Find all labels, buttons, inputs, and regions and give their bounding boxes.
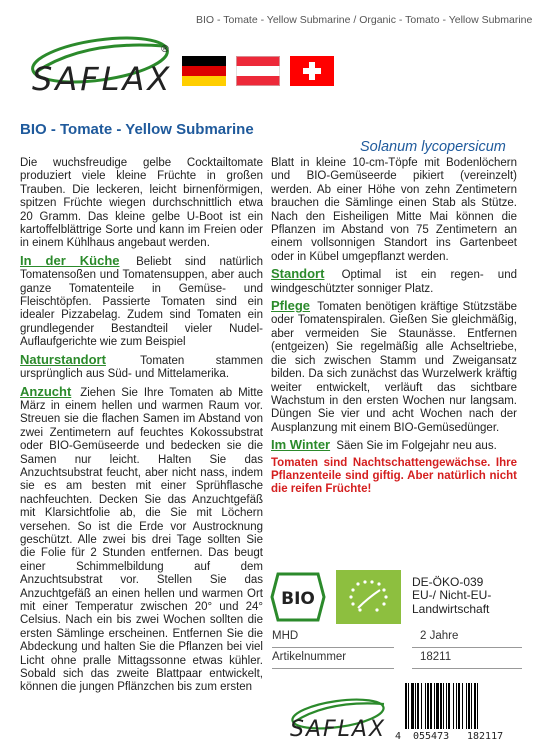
barcode-bar: [468, 683, 470, 729]
intro-paragraph: Die wuchsfreudige gelbe Cocktailtomate produziert viele kleine Früchte in großen Trauben. Die leckeren, leicht birnenförmigen, spitzen Früchte wiegen durchschnittlich etwa 20 Gramm. Das kleine gelbe U-Boot ist ein kartoffelblättrige Sorte und kann im Freien oder in einem Kühlhaus angebaut werden.: [20, 157, 263, 250]
barcode-bar: [458, 683, 460, 729]
barcode-bar: [462, 683, 463, 729]
heading-kueche: In der Küche: [20, 252, 120, 268]
section-anzucht: [20, 385, 263, 695]
barcode-bar: [448, 683, 450, 729]
heading-winter: Im Winter: [271, 437, 331, 453]
latin-name: Solanum lycopersicum: [360, 139, 506, 155]
barcode-bar: [436, 683, 439, 729]
swiss-flag-icon: [290, 56, 334, 86]
text-standort: Optimal ist ein regen- und windgeschützter sonniger Platz.: [271, 269, 517, 295]
bio-seal-text: BIO: [281, 589, 315, 609]
article-rule-2: [412, 668, 522, 669]
article-value: 18211: [420, 651, 452, 663]
barcode-bar: [471, 683, 472, 729]
barcode-bar: [421, 683, 422, 729]
right-column: [271, 157, 517, 500]
cert-code: DE-ÖKO-039: [412, 575, 484, 589]
text-anzucht: Ziehen Sie Ihre Tomaten ab Mitte März in einem hellen und warmen Raum vor. Streuen sie die flachen Samen im Abstand von zwei Zentimetern auf feuchtes Kokossubstrat oder BIO-Gemüseerde und bedecken sie die Samen nur leicht. Halten Sie das Anzuchtsubstrat feucht, aber nicht nass, indem sie es am besten mit einer Sprühflasche nachfeuchten. Decken Sie das Anzuchtgefäß mit Klarsichtfolie ab, die Sie mit Löchern versehen. So ist die Erde vor Austrocknung geschützt. Alle zwei bis drei Tage sollten Sie die Folie für 2 Stunden entfernen. Das beugt einer Schimmelbildung auf dem Anzuchtsubstrat vor. Stellen Sie das Anzuchtgefäß an einen hellen und warmen Ort mit einer Temperatur zwischen 20° und 24° Celsius. Nach ein bis zwei Wochen sollten die ersten Sämlinge erscheinen. Entfernen Sie die Abdeckung und halten Sie die Pflanzen bei viel Licht ohne pralle Mittagssonne etwas kühler. Sobald sich das zweite Blattpaar entwickelt, können die jungen Pflänzchen bis zum ersten: [20, 386, 263, 694]
german-flag-icon: [182, 56, 226, 86]
barcode-bar: [415, 683, 416, 729]
product-title: BIO - Tomate - Yellow Submarine: [20, 121, 254, 138]
text-pflege: Tomaten benötigen kräftige Stützstäbe oder Tomatenspiralen. Gießen Sie gleichmäßig, aber vermeiden Sie Staunässe. Entfernen (entgeizen) Sie regelmäßig alle Achseltriebe, die sich zwischen Stamm und Zweigansatz bilden. Da sich zunächst das Wurzelwerk kräftig weiter entwickelt, verläuft das sichtbare Wachstum in den ersten Wochen nur langsam. Düngen Sie vier und acht Wochen nach der Ausplanzung mit einem BIO-Gemüsedünger.: [271, 301, 517, 434]
text-winter: Säen Sie im Folgejahr neu aus.: [336, 440, 497, 453]
breadcrumb: BIO - Tomate - Yellow Submarine / Organic - Tomato - Yellow Submarine: [196, 14, 533, 26]
section-naturstandort: [20, 353, 263, 382]
barcode-bar: [405, 683, 407, 729]
text-naturstandort: Tomaten stammen ursprünglich aus Süd- und Mittelamerika.: [20, 354, 263, 381]
section-standort: [271, 267, 517, 296]
logo-text: SAFLAX: [32, 60, 173, 98]
barcode-group-1: 055473: [413, 731, 450, 741]
mhd-rule: [272, 647, 394, 648]
cert-origin-2: Landwirtschaft: [412, 601, 490, 616]
mhd-label: MHD: [272, 630, 299, 642]
barcode-bar: [427, 683, 429, 729]
article-rule: [272, 668, 394, 669]
saflax-logo: [14, 24, 174, 106]
barcode-bars: [405, 683, 478, 729]
barcode-bar: [417, 683, 419, 729]
toxicity-warning: Tomaten sind Nachtschattengewächse. Ihre Pflanzenteile sind giftig. Aber natürlich nicht die reifen Früchte!: [271, 456, 517, 496]
barcode-bar: [434, 683, 435, 729]
article-label: Artikelnummer: [272, 651, 347, 663]
barcode-bar: [411, 683, 414, 729]
barcode-group-2: 182117: [467, 731, 504, 741]
barcode: [393, 681, 521, 741]
barcode-bar: [456, 683, 457, 729]
barcode-bar: [453, 683, 454, 729]
barcode-bar: [477, 683, 478, 729]
barcode-bar: [443, 683, 444, 729]
text-kueche: Beliebt sind natürlich Tomatensoßen und Tomatensuppen, aber auch ganze Tomatenteile in Gemüse- und Fleischtöpfen. Passierte Tomaten sind ein idealer Pizzabelag. Zudem sind Tomaten ein grundlegender Bestandteil vieler Nudel-Auflaufgerichte wie zum Beispiel: [20, 255, 263, 349]
heading-standort: Standort: [271, 266, 325, 282]
registered-mark: ®: [160, 44, 170, 55]
heading-naturstandort: Naturstandort: [20, 351, 106, 367]
mhd-rule-2: [412, 647, 522, 648]
barcode-bar: [446, 683, 447, 729]
heading-anzucht: Anzucht: [20, 383, 72, 399]
barcode-bar: [425, 683, 426, 729]
logo-small-text: SAFLAX: [290, 717, 387, 742]
continued-paragraph: Blatt in kleine 10-cm-Töpfe mit Bodenlöchern und BIO-Gemüseerde pikiert (vereinzelt) werden. Ab einer Höhe von zehn Zentimetern brauchen die Sämlinge einen Stab als Stütze. Nach den Eisheiligen Mitte Mai können die Pflanzen im Abstand von 75 Zentimetern an einem vollsonnigen Standort ins Gartenbeet oder in Kübel umgepflanzt werden.: [271, 157, 517, 263]
barcode-bar: [440, 683, 442, 729]
left-column: [20, 157, 263, 752]
heading-pflege: Pflege: [271, 298, 311, 314]
section-winter: [271, 438, 517, 453]
saflax-logo-small: [280, 690, 390, 746]
section-pflege: [271, 299, 517, 435]
barcode-bar: [408, 683, 409, 729]
bio-seal-icon: [270, 572, 326, 622]
eu-organic-logo-icon: [336, 570, 401, 624]
section-kueche: [20, 254, 263, 350]
certification-info: [412, 576, 491, 616]
austrian-flag-icon: [236, 56, 280, 86]
mhd-value: 2 Jahre: [420, 630, 459, 642]
barcode-bar: [466, 683, 467, 729]
cert-origin: EU-/ Nicht-EU-: [412, 588, 492, 603]
barcode-bar: [474, 683, 476, 729]
barcode-bar: [430, 683, 432, 729]
barcode-digit-first: 4: [395, 731, 402, 741]
